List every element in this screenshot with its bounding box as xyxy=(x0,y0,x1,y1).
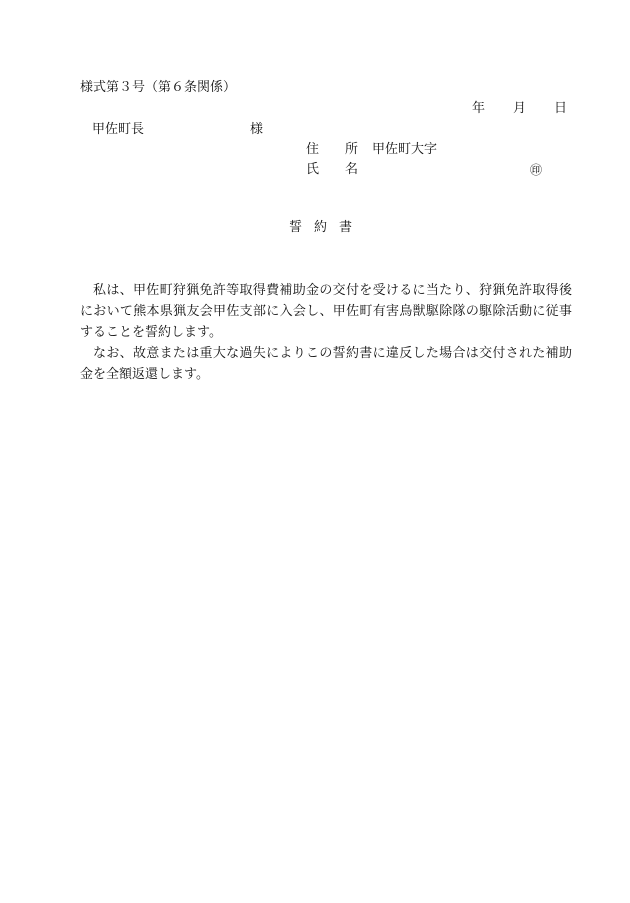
address-value: 甲佐町大字 xyxy=(372,142,438,157)
date-month-label: 月 xyxy=(513,101,527,116)
form-number: 様式第３号（第６条関係） xyxy=(80,80,237,95)
body-paragraph-2: なお、故意または重大な過失によりこの誓約書に違反した場合は交付された補助金を全額返還します。 xyxy=(80,346,572,382)
name-label-char-1: 氏 xyxy=(306,162,320,177)
seal-mark: ㊞ xyxy=(530,163,543,177)
addressee-honorific: 様 xyxy=(250,122,264,137)
address-row xyxy=(306,142,437,158)
document-title: 誓約書 xyxy=(289,220,365,235)
date-year-label: 年 xyxy=(472,101,486,116)
address-label xyxy=(306,142,372,158)
document-body xyxy=(80,280,572,385)
name-row xyxy=(306,162,372,178)
addressee-name: 甲佐町長 xyxy=(92,122,145,137)
name-label-char-2: 名 xyxy=(345,162,359,177)
date-day-label: 日 xyxy=(554,101,568,116)
body-paragraph-1: 私は、甲佐町狩猟免許等取得費補助金の交付を受けるに当たり、狩猟免許取得後において熊本県猟友会甲佐支部に入会し、甲佐町有害鳥獣駆除隊の駆除活動に従事することを誓約します。 xyxy=(80,283,572,340)
addressee xyxy=(92,122,264,138)
address-label-char-1: 住 xyxy=(306,142,320,157)
address-label-char-2: 所 xyxy=(345,142,359,157)
date-line xyxy=(472,101,567,117)
name-label xyxy=(306,162,372,178)
